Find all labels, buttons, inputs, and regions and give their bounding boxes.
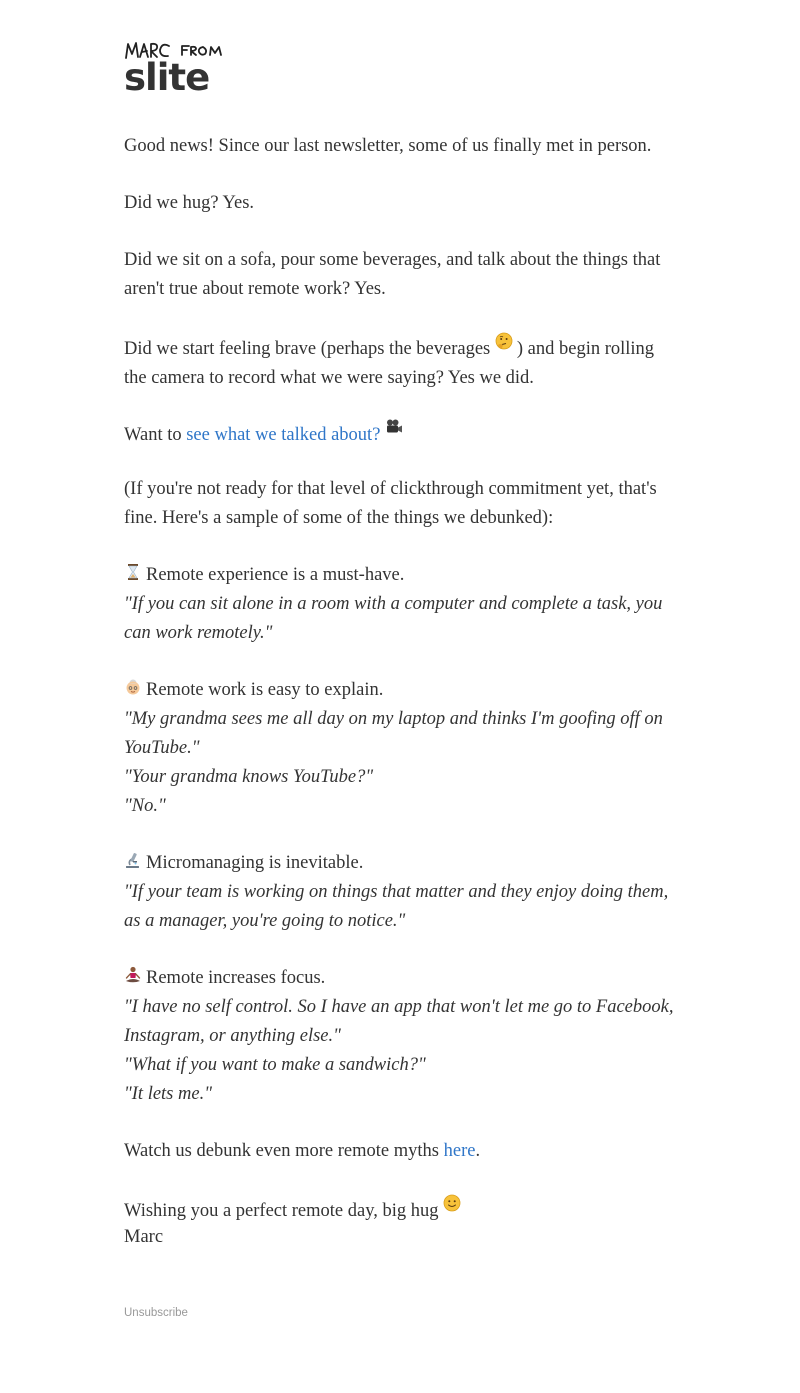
want-to-paragraph: Want to see what we talked about?	[124, 418, 680, 450]
more-myths-link[interactable]: here	[443, 1141, 476, 1161]
wishing-paragraph: Wishing you a perfect remote day, big hug	[124, 1194, 680, 1226]
hug-paragraph: Did we hug? Yes.	[124, 193, 255, 213]
meditating-person-icon	[124, 966, 142, 984]
sofa-paragraph: Did we sit on a sofa, pour some beverages, and talk about the things that aren't true about remote work? Yes.	[124, 250, 661, 299]
myth-quote: "It lets me."	[124, 1084, 212, 1104]
myth-title: Micromanaging is inevitable.	[124, 849, 680, 878]
watch-more-paragraph: Watch us debunk even more remote myths here.	[124, 1141, 481, 1161]
grandma-icon	[124, 678, 142, 696]
myth-quote: "No."	[124, 796, 166, 816]
myth-title: Remote work is easy to explain.	[124, 676, 680, 705]
video-camera-icon	[385, 418, 403, 436]
thinking-face-icon	[495, 332, 513, 350]
slightly-smiling-face-icon	[443, 1194, 461, 1212]
intro-paragraph: Good news! Since our last newsletter, some of us finally met in person.	[124, 136, 652, 156]
myth-quote: "What if you want to make a sandwich?"	[124, 1055, 426, 1075]
myth-quote: "My grandma sees me all day on my laptop and thinks I'm goofing off on YouTube."	[124, 709, 663, 758]
myth-title: Remote increases focus.	[124, 964, 680, 993]
myth-quote: "Your grandma knows YouTube?"	[124, 767, 374, 787]
signature: Marc	[124, 1227, 164, 1247]
logo	[124, 38, 244, 100]
sample-paragraph: (If you're not ready for that level of clickthrough commitment yet, that's fine. Here's a sample of some of the things we debunked):	[124, 479, 657, 528]
microscope-icon	[124, 851, 142, 869]
see-video-link[interactable]: see what we talked about?	[186, 425, 381, 445]
myth-quote: "I have no self control. So I have an app that won't let me go to Facebook, Instagram, or anything else."	[124, 997, 674, 1046]
hourglass-icon	[124, 563, 142, 581]
myth-quote: "If your team is working on things that matter and they enjoy doing them, as a manager, you're going to notice."	[124, 882, 669, 931]
brave-paragraph: Did we start feeling brave (perhaps the beverages ) and begin rolling the camera to record what we were saying? Yes we did.	[124, 332, 680, 393]
myth-quote: "If you can sit alone in a room with a computer and complete a task, you can work remotely."	[124, 594, 663, 643]
slite-brand-logo: slite	[124, 56, 210, 99]
unsubscribe-link[interactable]: Unsubscribe	[124, 1307, 188, 1319]
myth-title: Remote experience is a must-have.	[124, 561, 680, 590]
